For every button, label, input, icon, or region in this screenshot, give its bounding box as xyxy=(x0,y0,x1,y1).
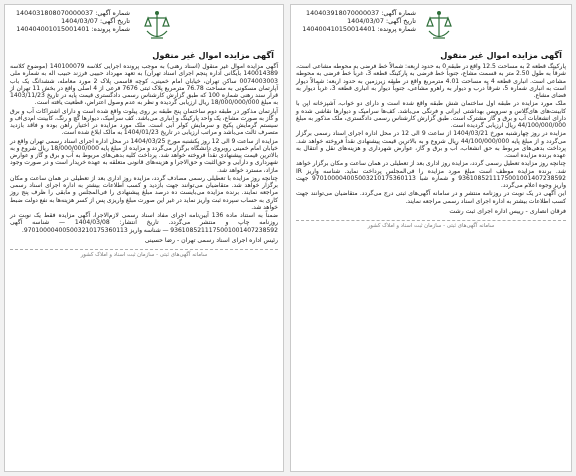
notice-left xyxy=(4,4,284,472)
body-paragraph: آگهی مزایده اموال غیر منقول (اسناد رهنی) به موجب پرونده اجرایی کلاسه 140100079 (موضوع کلاسه 140014389 بایگانی اداره پنجم اجرای اسناد تهران) به تعهد مهرداد حبیبی فرزند حبیب اله به شماره ملی 0074003003 ساکن تهران، خیابان امام خمینی، کوچه قاسمی پلاک 2 مورد معامله، ششدانگ یک باب آپارتمان مسکونی به مساحت 76.78 مترمربع پلاک ثبتی 7676 فرعی از 4 اصلی واقع در بخش 11 تهران از قرار سند رهنی شماره 100 که طبق گزارش کارشناس رسمی دادگستری قیمت پایه در تاریخ 1403/11/23 به مبلغ 18/000/000/000 ریال ارزیابی گردیده و نظر به عدم وصول اعتراض، قطعیت یافته است. xyxy=(10,63,279,107)
notice-header xyxy=(10,9,278,49)
meta-row-date: تاریخ آگهی: 1404/03/07 xyxy=(347,17,416,26)
notice-title: آگهی مزایده اموال غیر منقول xyxy=(152,50,274,60)
notice-meta xyxy=(12,9,130,34)
meta-row-number: شماره آگهی: 140403918070000037 xyxy=(306,9,416,17)
meta-row-case: شماره پرونده: 140404001015001401 xyxy=(16,25,130,34)
notice-body xyxy=(296,63,566,205)
notice-title: آگهی مزایده اموال غیر منقول xyxy=(440,50,562,60)
body-paragraph: ملک مورد مزایده در طبقه اول ساختمان شش طبقه واقع شده است و دارای دو خواب، آشپزخانه اپن با کابینت‌های های‌گلاس و سرویس بهداشتی ایرانی و فرنگی می‌باشد. کف‌ها سرامیک و دیوارها نقاشی شده و دارای انشعابات آب و برق و گاز مشترک است. طبق گزارش کارشناس رسمی دادگستری، ملک مذکور به مبلغ 44/100/000/000 ریال ارزیابی گردیده است. xyxy=(296,100,566,129)
judiciary-emblem-icon xyxy=(424,9,454,43)
signature-line: رئیس اداره اجرای اسناد رسمی تهران - رضا حسینی xyxy=(144,236,278,244)
body-paragraph: پارکینگ قطعه 2 به مساحت 12.5 واقع در طبقه 0 به حدود اربعه: شمالاً خط فرضی به محوطه مشاعی است، شرقاً به طول 2.50 متر به قسمت مشاع، جنوباً خط فرضی به پارکینگ قطعه 3، غرباً خط فرضی به محوطه مشاعی است. انباری قطعه 4 به مساحت 4.01 مترمربع واقع در طبقه زیرزمین به حدود اربعه: شمالاً دیوار است به انباری شماره 5، شرقاً درب و دیوار به راهرو مشاعی، جنوباً دیوار به انباری قطعه 3، غرباً دیوار به فضای مشاع. xyxy=(296,63,567,99)
body-paragraph: ضمناً به استناد ماده 136 آیین‌نامه اجرای مفاد اسناد رسمی لازم‌الاجرا، آگهی مزایده فقط یک نوبت در روزنامه چاپ و منتشر می‌گردد. تاریخ انتشار: 1404/03/08 — شناسه آگهی 9361085211175001001407238592 — شناسه واریز 970100004005003210175360113. xyxy=(10,212,278,234)
notice-right xyxy=(290,4,572,472)
notice-footer: سامانه آگهی‌های ثبتی - سازمان ثبت اسناد و املاک کشور xyxy=(367,222,495,229)
notice-meta xyxy=(298,9,416,34)
body-paragraph: چنانچه روز مزایده تعطیل رسمی گردد، مزایده روز اداری بعد از تعطیلی در همان ساعت و مکان برگزار خواهد شد. برنده مزایده موظف است مبلغ مورد مزایده را فی‌المجلس پرداخت نماید. شناسه واریز IR 9361085211175001001407238592 و شماره شبا 970100004005003210175360113 جهت واریز وجوه اعلام می‌گردد. xyxy=(296,160,567,189)
divider xyxy=(296,220,566,221)
body-paragraph: مزایده از ساعت 9 الی 12 روز یکشنبه مورخ 1404/03/25 در محل اداره اجرای اسناد رسمی تهران واقع در خیابان امام خمینی روبروی دانشگاه برگزار می‌گردد و مزایده از مبلغ پایه 18/000/000/000 ریال شروع و به بالاترین قیمت پیشنهادی نقداً فروخته خواهد شد. پرداخت کلیه بدهی‌های مربوط به آب و برق و گاز و عوارض شهرداری و دارایی و حق‌الثبت و حق‌الاجرا و هزینه‌های قانونی متعلقه به عهده خریدار است و در صورت وجود مازاد، مسترد خواهد شد. xyxy=(10,137,278,174)
notice-body xyxy=(10,63,278,234)
body-paragraph: چنانچه روز مزایده با تعطیلی رسمی مصادف گردد، مزایده روز اداری بعد از تعطیلی در همان ساعت و مکان برگزار خواهد شد. متقاضیان می‌توانند جهت بازدید و کسب اطلاعات بیشتر به اداره اجرای اسناد رسمی مراجعه نمایند. برنده مزایده می‌بایست ده درصد مبلغ پیشنهادی را فی‌المجلس و مابقی را ظرف پنج روز کاری به حساب سپرده ثبت واریز نماید در غیر این صورت مبلغ واریزی پس از کسر هزینه‌ها به نفع دولت ضبط خواهد شد. xyxy=(10,174,278,211)
meta-row-case: شماره پرونده: 140400410150014401 xyxy=(302,25,416,34)
body-paragraph: این آگهی در یک نوبت در روزنامه منتشر و در سامانه آگهی‌های ثبتی درج می‌گردد. متقاضیان می‌توانند جهت کسب اطلاعات بیشتر به اداره اجرای اسناد رسمی مراجعه نمایند. xyxy=(296,190,566,205)
meta-row-date: تاریخ آگهی: 1404/03/07 xyxy=(61,17,130,26)
signature-line: فرقان انصاری - رییس اداره اجرای ثبت رشت xyxy=(449,207,566,215)
notice-header xyxy=(296,9,566,49)
divider xyxy=(10,249,278,250)
notice-footer: سامانه آگهی‌های ثبتی - سازمان ثبت اسناد و املاک کشور xyxy=(80,251,208,258)
body-paragraph: آپارتمان مذکور در طبقه دوم ساختمان پنج طبقه بر روی پیلوت واقع شده است و دارای اشتراکات آب و برق و گاز به صورت مشاع، یک واحد پارکینگ و انباری می‌باشد. کف سرامیک، دیوارها گچ و رنگ، کابینت ام‌دی‌اف و سیستم گرمایش پکیج و سرمایش کولر آبی است. ملک مورد مزایده در اختیار راهن بوده و فاقد بازدید متصرف ثالث می‌باشد و مراتب ارزیابی در تاریخ 1404/01/23 به مالک ابلاغ شده است. xyxy=(10,107,278,137)
meta-row-number: شماره آگهی: 1404031808070000037 xyxy=(15,9,130,17)
judiciary-emblem-icon xyxy=(142,9,172,43)
body-paragraph: مزایده در روز چهارشنبه مورخ 1404/03/21 از ساعت 9 الی 12 در محل اداره اجرای اسناد رسمی برگزار می‌گردد و از مبلغ پایه 44/100/000/000 ریال شروع و به بالاترین قیمت پیشنهادی نقداً فروخته خواهد شد. پرداخت بدهی‌های مربوط به حق انشعاب، آب و برق و گاز، عوارض شهرداری و هزینه‌های نقل و انتقال به عهده برنده مزایده است. xyxy=(296,130,567,159)
